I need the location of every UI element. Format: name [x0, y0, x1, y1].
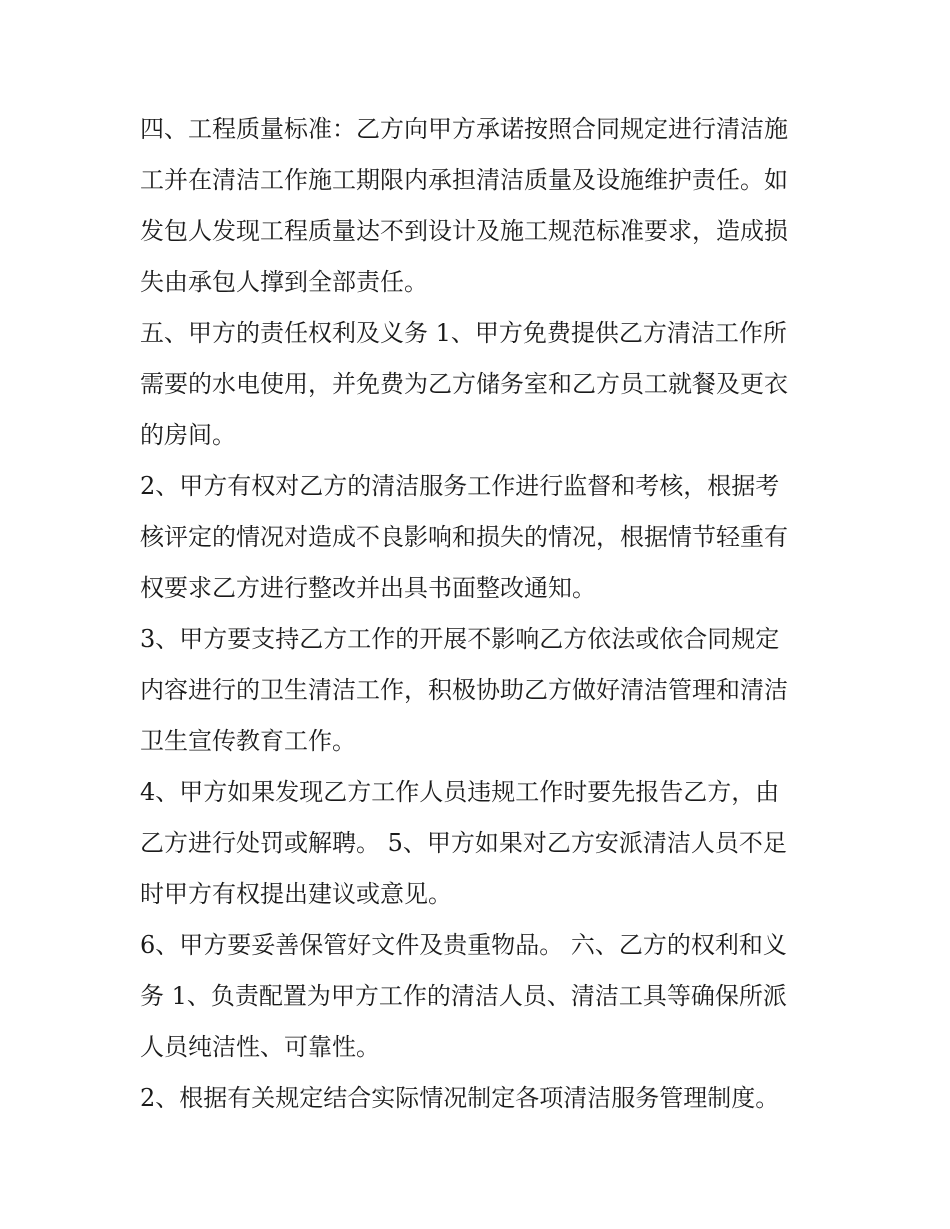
text-line: 3、甲方要支持乙方工作的开展不影响乙方依法或依合同规定 — [140, 625, 780, 653]
text-line: 五、甲方的责任权利及义务 1、甲方免费提供乙方清洁工作所 — [140, 319, 787, 347]
text-line: 卫生宣传教育工作。 — [140, 727, 356, 755]
text-line: 务 1、负责配置为甲方工作的清洁人员、清洁工具等确保所派 — [140, 982, 787, 1010]
text-line: 需要的水电使用，并免费为乙方储务室和乙方员工就餐及更衣 — [140, 370, 788, 398]
text-line: 4、甲方如果发现乙方工作人员违规工作时要先报告乙方，由 — [140, 778, 780, 806]
text-line: 核评定的情况对造成不良影响和损失的情况，根据情节轻重有 — [140, 523, 788, 551]
paragraph-item-4-5 — [140, 767, 812, 920]
text-line: 四、工程质量标准：乙方向甲方承诺按照合同规定进行清洁施 — [140, 115, 788, 143]
text-line: 2、根据有关规定结合实际情况制定各项清洁服务管理制度。 — [140, 1084, 780, 1112]
paragraph-item-2 — [140, 461, 812, 614]
paragraph-item-3 — [140, 614, 812, 767]
document-body — [140, 104, 812, 1124]
paragraph-party-a-duties — [140, 308, 812, 461]
text-line: 的房间。 — [140, 421, 236, 449]
text-line: 工并在清洁工作施工期限内承担清洁质量及设施维护责任。如 — [140, 166, 788, 194]
text-line: 权要求乙方进行整改并出具书面整改通知。 — [140, 574, 596, 602]
text-line: 人员纯洁性、可靠性。 — [140, 1033, 380, 1061]
text-line: 发包人发现工程质量达不到设计及施工规范标准要求，造成损 — [140, 217, 788, 245]
paragraph-party-b-item-2 — [140, 1073, 812, 1124]
text-line: 2、甲方有权对乙方的清洁服务工作进行监督和考核，根据考 — [140, 472, 780, 500]
text-line: 内容进行的卫生清洁工作，积极协助乙方做好清洁管理和清洁 — [140, 676, 788, 704]
text-line: 失由承包人撑到全部责任。 — [140, 268, 428, 296]
text-line: 时甲方有权提出建议或意见。 — [140, 880, 452, 908]
text-line: 乙方进行处罚或解聘。 5、甲方如果对乙方安派清洁人员不足 — [140, 829, 787, 857]
paragraph-item-6-party-b — [140, 920, 812, 1073]
paragraph-quality-standard — [140, 104, 812, 308]
text-line: 6、甲方要妥善保管好文件及贵重物品。 六、乙方的权利和义 — [140, 931, 787, 959]
